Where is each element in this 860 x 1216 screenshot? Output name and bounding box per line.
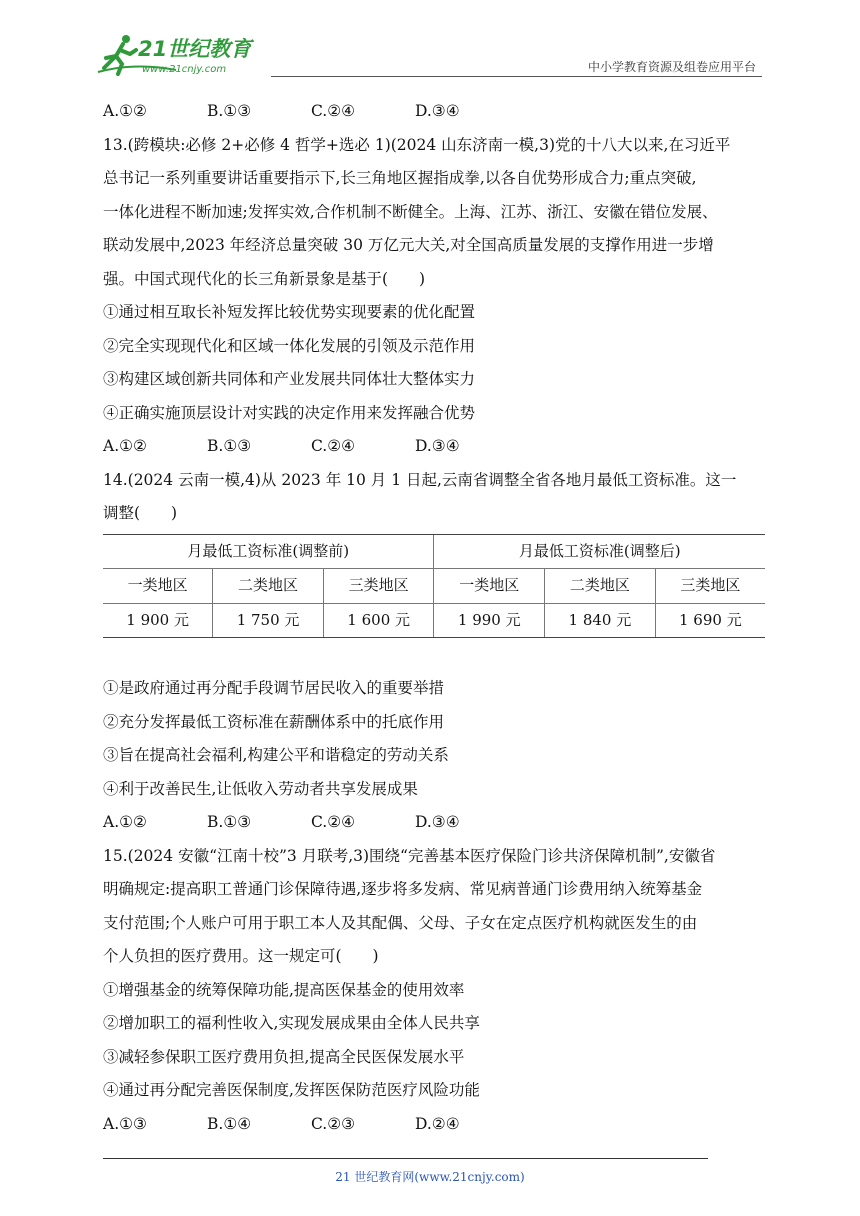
table-header-cell: 三类地区 [323, 569, 434, 604]
footer-link[interactable]: 21 世纪教育网(www.21cnjy.com) [335, 1170, 525, 1184]
q14-option-b: B.①③ [207, 813, 252, 831]
table-header-cell: 一类地区 [103, 569, 213, 604]
table-cell: 1 690 元 [655, 603, 765, 638]
table-header-cell: 二类地区 [545, 569, 656, 604]
q14-option-d: D.③④ [415, 813, 460, 831]
table-group-header-row [103, 534, 765, 569]
table-row [103, 603, 765, 638]
platform-name: 中小学教育资源及组卷应用平台 [587, 60, 756, 74]
table-header-cell: 三类地区 [655, 569, 765, 604]
table-cell: 1 990 元 [434, 603, 545, 638]
page-header [96, 30, 762, 80]
q14-item: ③旨在提高社会福利,构建公平和谐稳定的劳动关系 [103, 746, 449, 764]
q13-item: ④正确实施顶层设计对实践的决定作用来发挥融合优势 [103, 403, 476, 422]
q12-option-b: B.①③ [207, 102, 252, 120]
q12-option-a: A.①② [103, 102, 147, 120]
q13-stem-line: 一体化进程不断加速;发挥实效,合作机制不断健全。上海、江苏、浙江、安徽在错位发展、 [103, 202, 718, 221]
q14-option-a: A.①② [103, 813, 147, 831]
q14-option-c: C.②④ [311, 813, 356, 831]
q12-option-c: C.②④ [311, 102, 356, 120]
table-cell: 1 840 元 [545, 603, 656, 638]
q15-option-d: D.②④ [415, 1114, 460, 1133]
svg-text:21世纪教育: 21世纪教育 [138, 37, 252, 61]
svg-text:www.21cnjy.com: www.21cnjy.com [142, 64, 227, 75]
table-cell: 1 600 元 [323, 603, 434, 638]
q15-option-a: A.①③ [103, 1114, 147, 1133]
q12-option-d: D.③④ [415, 102, 460, 120]
q15-stem-line: 15.(2024 安徽“江南十校”3 月联考,3)围绕“完善基本医疗保险门诊共济保障机制”,安徽省 [103, 846, 716, 865]
table-header-row [103, 569, 765, 604]
logo-21cnjy [96, 32, 261, 76]
q15-item: ④通过再分配完善医保制度,发挥医保防范医疗风险功能 [103, 1081, 480, 1099]
group-header-before: 月最低工资标准(调整前) [103, 534, 434, 569]
q15-item: ③减轻参保职工医疗费用负担,提高全民医保发展水平 [103, 1047, 465, 1066]
q15-option-c: C.②③ [311, 1114, 356, 1133]
table-header-cell: 一类地区 [434, 569, 545, 604]
table-header-cell: 二类地区 [213, 569, 324, 604]
q13-stem-line: 总书记一系列重要讲话重要指示下,长三角地区握指成拳,以各自优势形成合力;重点突破, [103, 169, 697, 187]
q15-item: ②增加职工的福利性收入,实现发展成果由全体人民共享 [103, 1014, 480, 1032]
q13-stem-line: 强。中国式现代化的长三角新景象是基于( ) [103, 269, 426, 288]
header-divider [271, 76, 762, 77]
q14-item: ②充分发挥最低工资标准在薪酬体系中的托底作用 [103, 712, 445, 731]
footer-divider [103, 1158, 708, 1159]
table-cell: 1 750 元 [213, 603, 324, 638]
question-content [103, 95, 763, 1141]
question-14 [103, 464, 763, 840]
q13-options [103, 430, 763, 464]
q13-stem-line: 13.(跨模块:必修 2+必修 4 哲学+选必 1)(2024 山东济南一模,3)党的十八大以来,在习近平 [103, 135, 731, 154]
q15-options [103, 1108, 763, 1142]
group-header-after: 月最低工资标准(调整后) [434, 534, 765, 569]
q13-option-c: C.②④ [311, 437, 356, 455]
q12-options [103, 95, 763, 129]
q13-option-b: B.①③ [207, 437, 252, 455]
q13-item: ②完全实现现代化和区域一体化发展的引领及示范作用 [103, 336, 476, 355]
q15-stem-line: 支付范围;个人账户可用于职工本人及其配偶、父母、子女在定点医疗机构就医发生的由 [103, 913, 698, 932]
q15-option-b: B.①④ [207, 1114, 252, 1133]
question-15 [103, 840, 763, 1142]
wage-table [103, 534, 765, 639]
table-cell: 1 900 元 [103, 603, 213, 638]
q13-item: ③构建区域创新共同体和产业发展共同体壮大整体实力 [103, 370, 476, 388]
q13-option-a: A.①② [103, 437, 147, 455]
q14-stem-line: 调整( ) [103, 504, 178, 522]
q15-stem-line: 明确规定:提高职工普通门诊保障待遇,逐步将多发病、常见病普通门诊费用纳入统筹基金 [103, 880, 703, 898]
q13-option-d: D.③④ [415, 437, 460, 455]
q14-item: ①是政府通过再分配手段调节居民收入的重要举措 [103, 679, 445, 697]
q15-item: ①增强基金的统筹保障功能,提高医保基金的使用效率 [103, 980, 465, 999]
q14-item: ④利于改善民生,让低收入劳动者共享发展成果 [103, 779, 418, 798]
question-13 [103, 129, 763, 464]
q13-item: ①通过相互取长补短发挥比较优势实现要素的优化配置 [103, 303, 476, 321]
q14-stem-line: 14.(2024 云南一模,4)从 2023 年 10 月 1 日起,云南省调整全省各地月最低工资标准。这一 [103, 470, 737, 489]
q14-options [103, 806, 763, 840]
q15-stem-line: 个人负担的医疗费用。这一规定可( ) [103, 947, 379, 965]
q13-stem-line: 联动发展中,2023 年经济总量突破 30 万亿元大关,对全国高质量发展的支撑作用进一步增 [103, 236, 714, 254]
